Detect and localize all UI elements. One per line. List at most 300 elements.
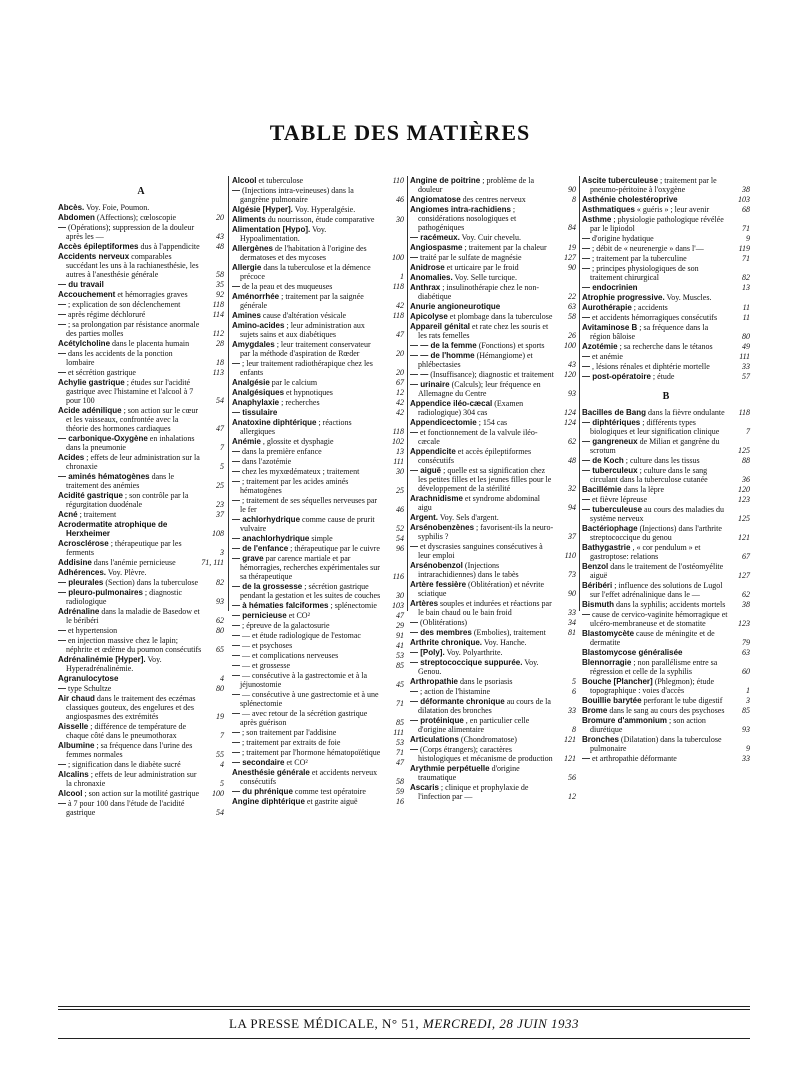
- entry-heading: — post-opératoire: [582, 372, 651, 381]
- index-entry: [410, 322, 576, 340]
- index-entry: [410, 283, 576, 301]
- entry-page-number: 93: [568, 389, 576, 398]
- entry-page-number: 71, 111: [201, 558, 224, 567]
- entry-text: dans la première enfance: [242, 447, 322, 456]
- entry-heading: — — de la femme: [410, 341, 477, 350]
- entry-page-number: 110: [392, 176, 404, 185]
- entry-text: perforant le tube digestif: [643, 696, 723, 705]
- entry-page-number: 127: [564, 253, 576, 262]
- index-entry: [232, 601, 404, 610]
- entry-heading: —: [232, 651, 240, 660]
- entry-text: et fonctionnement de la valvule iléo-cæcale: [418, 428, 538, 446]
- entry-page-number: 13: [742, 283, 750, 292]
- entry-text: (Affections); cœloscopie: [96, 213, 177, 222]
- entry-page-number: 7: [220, 731, 224, 740]
- entry-page-number: 58: [396, 777, 404, 786]
- entry-heading: Anémie: [232, 437, 261, 446]
- entry-page-number: 58: [568, 312, 576, 321]
- index-entry: [58, 434, 224, 452]
- entry-page-number: 94: [568, 503, 576, 512]
- entry-heading: Anesthésie générale: [232, 768, 310, 777]
- index-entry: [582, 362, 750, 371]
- entry-text: cause d'altération vésicale: [262, 311, 347, 320]
- entry-page-number: 100: [392, 253, 404, 262]
- index-entry: [410, 677, 576, 686]
- index-entry: [410, 302, 576, 311]
- entry-page-number: 120: [738, 485, 750, 494]
- entry-page-number: 59: [396, 787, 404, 796]
- entry-text: dans le traitement des anémies: [66, 472, 175, 490]
- entry-heading: Bromure d'ammonium: [582, 716, 668, 725]
- index-entry: [232, 467, 404, 476]
- entry-heading: Apicolyse: [410, 312, 448, 321]
- entry-page-number: 85: [742, 706, 750, 715]
- index-entry: [582, 283, 750, 292]
- entry-page-number: 68: [742, 205, 750, 214]
- entry-heading: —: [232, 496, 240, 505]
- entry-text: simple: [311, 534, 333, 543]
- entry-heading: Bronches: [582, 735, 619, 744]
- section-letter-a: A: [137, 186, 145, 197]
- entry-text: dans le placenta humain: [112, 339, 190, 348]
- entry-text: traité par le sulfate de magnésie: [420, 253, 522, 262]
- entry-page-number: 9: [746, 234, 750, 243]
- index-entry: [410, 205, 576, 232]
- index-entry: [582, 234, 750, 243]
- entry-heading: — protéinique: [410, 716, 464, 725]
- entry-heading: Anurie angioneurotique: [410, 302, 501, 311]
- entry-text: ; différence de température de chaque côté dans le pneumothorax: [66, 722, 187, 740]
- entry-page-number: 42: [396, 408, 404, 417]
- entry-page-number: 18: [216, 358, 224, 367]
- entry-heading: Accès épileptiformes: [58, 242, 139, 251]
- entry-text: et fièvre lépreuse: [592, 495, 648, 504]
- entry-heading: Alcool: [232, 176, 257, 185]
- entry-heading: —: [58, 760, 66, 769]
- index-entry: [410, 542, 576, 560]
- entry-text: à 7 pour 100 dans l'étude de l'acidité gastrique: [66, 799, 185, 817]
- index-entry: [232, 797, 404, 806]
- entry-text: ; son contrôle par la régurgitation duodénale: [66, 491, 189, 509]
- entry-heading: —: [232, 641, 240, 650]
- footer-rule: [58, 1006, 750, 1007]
- entry-page-number: 80: [216, 684, 224, 693]
- entry-text: ; sa recherche dans le tétanos: [619, 342, 713, 351]
- entry-heading: — pernicieuse: [232, 611, 287, 620]
- index-entry: [232, 321, 404, 339]
- index-entry: [58, 655, 224, 673]
- entry-text: Voy. Sels d'argent.: [439, 513, 499, 522]
- entry-page-number: 81: [568, 628, 576, 637]
- entry-text: — et complications nerveuses: [242, 651, 339, 660]
- entry-heading: — tuberculeuse: [582, 505, 643, 514]
- index-entry: [58, 378, 224, 405]
- entry-page-number: 111: [739, 352, 750, 361]
- entry-heading: —: [58, 349, 66, 358]
- index-entry: [58, 684, 224, 693]
- entry-page-number: 58: [216, 270, 224, 279]
- index-entry: [58, 626, 224, 635]
- entry-page-number: 108: [212, 529, 224, 538]
- index-entry: [58, 539, 224, 557]
- entry-page-number: 42: [396, 301, 404, 310]
- entry-text: de Milian et gangrène du scrotum: [590, 437, 720, 455]
- entry-text: ; traitement par extraits de foie: [242, 738, 341, 747]
- entry-text: ; clinique et prophylaxie de l'infection par —: [418, 783, 529, 801]
- index-entry: [582, 524, 750, 542]
- entry-text: et plombage dans la tuberculose: [449, 312, 553, 321]
- entry-text: ; son action sur la motilité gastrique: [84, 789, 200, 798]
- index-entry: [410, 764, 576, 782]
- entry-text: ; son traitement par l'addisine: [242, 728, 337, 737]
- entry-text: — consécutive à une gastrectomie et à une splénectomie: [240, 690, 379, 708]
- entry-heading: Avitaminose B: [582, 323, 638, 332]
- entry-page-number: 118: [392, 282, 404, 291]
- entry-heading: Appendicite: [410, 447, 456, 456]
- entry-page-number: 20: [396, 368, 404, 377]
- index-entry: [410, 370, 576, 379]
- entry-heading: —: [232, 467, 240, 476]
- entry-heading: Bouillie barytée: [582, 696, 642, 705]
- index-column-3: [410, 176, 576, 801]
- index-entry: [582, 352, 750, 361]
- index-entry: [232, 244, 404, 262]
- entry-page-number: 16: [396, 797, 404, 806]
- entry-heading: —: [582, 352, 590, 361]
- entry-heading: Acidité gastrique: [58, 491, 123, 500]
- entry-page-number: 23: [216, 500, 224, 509]
- entry-heading: Blennorragie: [582, 658, 632, 667]
- index-entry: [410, 466, 576, 493]
- entry-text: (Injections intrarachidiennes) dans le tabès: [418, 561, 519, 579]
- index-entry: [582, 372, 750, 381]
- entry-heading: —: [410, 428, 418, 437]
- entry-text: ; étude: [652, 372, 675, 381]
- entry-page-number: 96: [396, 544, 404, 553]
- index-entry: [58, 213, 224, 222]
- index-entry: [232, 671, 404, 689]
- entry-page-number: 123: [738, 495, 750, 504]
- entry-heading: —: [232, 282, 240, 291]
- index-entry: [58, 760, 224, 769]
- entry-heading: Appendicectomie: [410, 418, 477, 427]
- entry-text: ; effets de leur administration sur la chronaxie: [66, 770, 197, 788]
- entry-text: et hémorragies graves: [117, 290, 188, 299]
- entry-text: comparables succédant les uns à la rachianesthésie, les autres à l'anesthésie générale: [66, 252, 199, 279]
- entry-heading: Accouchement: [58, 290, 116, 299]
- entry-page-number: 54: [216, 396, 224, 405]
- entry-page-number: 30: [396, 591, 404, 600]
- entry-heading: — gangreneux: [582, 437, 638, 446]
- entry-heading: — déformante chronique: [410, 697, 505, 706]
- index-entry: [232, 359, 404, 377]
- entry-page-number: 111: [393, 728, 404, 737]
- entry-text: dans l'azotémie: [242, 457, 292, 466]
- entry-heading: Bactériophage: [582, 524, 638, 533]
- entry-heading: Brome: [582, 706, 608, 715]
- entry-text: et accès épileptiformes consécutifs: [418, 447, 532, 465]
- entry-heading: Articulations: [410, 735, 459, 744]
- entry-text: du nourrisson, étude comparative: [267, 215, 375, 224]
- index-entry: [232, 651, 404, 660]
- entry-page-number: 47: [396, 758, 404, 767]
- index-entry: [410, 638, 576, 647]
- entry-heading: Acide adénilique: [58, 406, 122, 415]
- entry-text: ; problème de la douleur: [418, 176, 534, 194]
- entry-page-number: 121: [564, 754, 576, 763]
- entry-heading: Ascite tuberculeuse: [582, 176, 659, 185]
- entry-heading: Anaphylaxie: [232, 398, 280, 407]
- entry-text: ; considérations nosologiques et pathogéniques: [418, 205, 517, 232]
- entry-text: « guéris » ; leur avenir: [636, 205, 710, 214]
- entry-text: (Insuffisance); diagnostic et traitement: [430, 370, 554, 379]
- entry-page-number: 6: [572, 687, 576, 696]
- entry-page-number: 125: [738, 514, 750, 523]
- entry-text: et gastrite aiguë: [306, 797, 358, 806]
- index-entry: [58, 320, 224, 338]
- entry-text: ; différents types biologiques et leur signification clinique: [590, 418, 720, 436]
- index-entry: [410, 716, 576, 734]
- entry-page-number: 123: [738, 619, 750, 628]
- index-entry: [232, 641, 404, 650]
- entry-heading: Bacillémie: [582, 485, 622, 494]
- entry-heading: — achlorhydrique: [232, 515, 301, 524]
- index-entry: [582, 466, 750, 484]
- entry-heading: Accidents nerveux: [58, 252, 130, 261]
- entry-page-number: 33: [568, 706, 576, 715]
- entry-text: ; favorisent-ils la neuro-syphilis ?: [418, 523, 554, 541]
- entry-heading: Air chaud: [58, 694, 95, 703]
- index-entry: [232, 215, 404, 224]
- entry-text: ; culture dans les tissus: [625, 456, 700, 465]
- entry-heading: Atrophie progressive.: [582, 293, 665, 302]
- entry-page-number: 5: [220, 462, 224, 471]
- entry-heading: —: [58, 223, 66, 232]
- entry-page-number: 121: [738, 533, 750, 542]
- entry-text: ; diagnostic radiologique: [66, 588, 183, 606]
- index-entry: [58, 799, 224, 817]
- entry-text: cause de cervico-vaginite hémorragique et ulcéro-membraneuse et de stomatite: [590, 610, 728, 628]
- entry-page-number: 82: [216, 578, 224, 587]
- entry-text: ; thérapeutique par les ferments: [66, 539, 182, 557]
- index-entry: [410, 341, 576, 350]
- entry-text: (Injections intra-veineuses) dans la gangrène pulmonaire: [240, 186, 354, 204]
- entry-heading: Agranulocytose: [58, 674, 119, 683]
- footer-rule: [58, 1038, 750, 1039]
- index-entry: [58, 558, 224, 567]
- index-entry: [410, 447, 576, 465]
- index-entry: [58, 741, 224, 759]
- entry-text: Voy. Selle turcique.: [454, 273, 517, 282]
- index-entry: [410, 243, 576, 252]
- entry-heading: —: [582, 264, 590, 273]
- entry-text: (Corps étrangers); caractères histologiques et mécanisme de production: [418, 745, 553, 763]
- entry-page-number: 124: [564, 418, 576, 427]
- entry-page-number: 90: [568, 589, 576, 598]
- entry-page-number: 8: [572, 195, 576, 204]
- entry-text: dans la fièvre ondulante: [648, 408, 725, 417]
- entry-text: ; splénectomie: [330, 601, 377, 610]
- entry-heading: —: [582, 754, 590, 763]
- entry-heading: Addisine: [58, 558, 92, 567]
- entry-text: et urticaire par le froid: [446, 263, 519, 272]
- entry-text: — et psychoses: [242, 641, 293, 650]
- index-entry: [410, 351, 576, 369]
- entry-heading: Anthrax: [410, 283, 441, 292]
- entry-page-number: 32: [568, 484, 576, 493]
- index-entry: [232, 388, 404, 397]
- index-entry: [410, 233, 576, 242]
- entry-text: — et étude radiologique de l'estomac: [242, 631, 361, 640]
- index-entry: [410, 418, 576, 427]
- entry-page-number: 45: [396, 680, 404, 689]
- entry-page-number: 12: [568, 792, 576, 801]
- entry-page-number: 52: [396, 524, 404, 533]
- entry-heading: —: [232, 447, 240, 456]
- entry-text: ; débit de « neurenergie » dans l'—: [592, 244, 704, 253]
- entry-heading: —: [232, 186, 240, 195]
- index-entry: [232, 176, 404, 185]
- entry-heading: Acrodermatite atrophique de Herxheimer: [58, 520, 168, 538]
- entry-text: ; physiologie pathologique révélée par le lipiodol: [590, 215, 724, 233]
- index-entry: [410, 312, 576, 321]
- entry-heading: — —: [410, 370, 429, 379]
- entry-page-number: 80: [742, 332, 750, 341]
- index-entry: [232, 768, 404, 786]
- entry-heading: Adhérences.: [58, 568, 107, 577]
- entry-heading: —: [58, 684, 66, 693]
- entry-page-number: 3: [220, 548, 224, 557]
- entry-text: Voy. Muscles.: [666, 293, 712, 302]
- entry-text: Voy. Hypoalimentation.: [240, 225, 327, 243]
- entry-page-number: 118: [738, 408, 750, 417]
- index-entry: [582, 495, 750, 504]
- entry-heading: Adrénalinémie [Hyper].: [58, 655, 146, 664]
- index-entry: [582, 706, 750, 715]
- entry-heading: Acides: [58, 453, 85, 462]
- entry-heading: Artère fessière: [410, 580, 467, 589]
- entry-text: et tuberculose: [258, 176, 304, 185]
- index-entry: [232, 544, 404, 553]
- entry-page-number: 11: [742, 313, 750, 322]
- entry-page-number: 90: [568, 263, 576, 272]
- entry-heading: Arsénobenzènes: [410, 523, 475, 532]
- entry-text: dans la tuberculose et la démence précoce: [240, 263, 371, 281]
- entry-page-number: 111: [393, 457, 404, 466]
- entry-text: (Examen radiologique) 304 cas: [418, 399, 524, 417]
- entry-page-number: 127: [738, 571, 750, 580]
- index-entry: [58, 607, 224, 625]
- entry-heading: Aliments: [232, 215, 266, 224]
- entry-page-number: 20: [396, 349, 404, 358]
- entry-heading: Abdomen: [58, 213, 95, 222]
- index-entry: [410, 687, 576, 696]
- entry-page-number: 4: [220, 760, 224, 769]
- index-entry: [232, 787, 404, 796]
- index-entry: [410, 523, 576, 541]
- entry-text: ; études sur l'acidité gastrique avec l'histamine et l'alcool à 7 pour 100: [66, 378, 194, 405]
- index-entry: [58, 520, 224, 538]
- entry-page-number: 33: [568, 608, 576, 617]
- entry-text: ; son action diurétique: [590, 716, 706, 734]
- entry-page-number: 46: [396, 195, 404, 204]
- entry-page-number: 43: [216, 232, 224, 241]
- entry-text: et anémie: [592, 352, 623, 361]
- entry-text: Voy. Hanche.: [483, 638, 527, 647]
- entry-heading: —: [582, 610, 590, 619]
- entry-text: (Oblitérations): [420, 618, 468, 627]
- entry-page-number: 3: [746, 696, 750, 705]
- entry-page-number: 112: [212, 329, 224, 338]
- entry-text: ; traitement de ses séquelles nerveuses par le fer: [240, 496, 378, 514]
- entry-page-number: 1: [746, 686, 750, 695]
- entry-heading: — de la grossesse: [232, 582, 303, 591]
- entry-list-4a: [582, 176, 750, 381]
- index-entry: [582, 735, 750, 753]
- index-entry: [58, 290, 224, 299]
- index-entry: [410, 599, 576, 617]
- entry-heading: Blastomycète: [582, 629, 635, 638]
- index-entry: [232, 437, 404, 446]
- entry-page-number: 118: [392, 311, 404, 320]
- entry-page-number: 100: [212, 789, 224, 798]
- entry-page-number: 13: [396, 447, 404, 456]
- entry-heading: Arythmie perpétuelle: [410, 764, 490, 773]
- entry-page-number: 33: [742, 754, 750, 763]
- index-entry: [582, 342, 750, 351]
- entry-text: Voy. Plèvre.: [107, 568, 147, 577]
- index-entry: [232, 621, 404, 630]
- index-entry: [58, 203, 224, 212]
- entry-text: ; culture dans le sang circulant dans la tuberculose cutanée: [590, 466, 708, 484]
- index-entry: [410, 513, 576, 522]
- entry-heading: Acné: [58, 510, 78, 519]
- index-entry: [410, 176, 576, 194]
- entry-page-number: 12: [396, 388, 404, 397]
- entry-heading: —: [232, 477, 240, 486]
- index-entry: [582, 418, 750, 436]
- index-entry: [410, 580, 576, 598]
- footer-date: MERCREDI, 28 JUIN 1933: [422, 1016, 579, 1031]
- entry-text: dans l'anémie pernicieuse: [93, 558, 176, 567]
- entry-page-number: 125: [738, 446, 750, 455]
- entry-text: Voy. Polyarthrite.: [446, 648, 503, 657]
- entry-heading: Bacilles de Bang: [582, 408, 647, 417]
- entry-page-number: 57: [742, 372, 750, 381]
- index-entry: [58, 406, 224, 433]
- index-entry: [582, 543, 750, 561]
- entry-page-number: 103: [738, 195, 750, 204]
- entry-text: après régime déchloruré: [68, 310, 146, 319]
- entry-heading: —: [58, 626, 66, 635]
- entry-text: Voy. Hyperadrénalinémie.: [66, 655, 162, 673]
- entry-text: ; traitement par la saignée générale: [240, 292, 364, 310]
- index-entry: [410, 253, 576, 262]
- index-entry: [58, 578, 224, 587]
- entry-page-number: 121: [564, 735, 576, 744]
- entry-heading: Angiospasme: [410, 243, 463, 252]
- entry-heading: — tissulaire: [232, 408, 278, 417]
- entry-page-number: 103: [392, 601, 404, 610]
- index-entry: [232, 515, 404, 533]
- entry-heading: —: [58, 320, 66, 329]
- entry-text: ; quelle est sa signification chez les petites filles et les jeunes filles pour le développement de la stérilité: [418, 466, 552, 493]
- entry-text: dans le traitement des eczémas classiques gouteux, des engelures et des angiospasmes des extrémités: [66, 694, 196, 721]
- entry-text: ; thérapeutique par le cuivre: [290, 544, 380, 553]
- entry-heading: —: [232, 690, 240, 699]
- entry-heading: Blastomycose généralisée: [582, 648, 683, 657]
- entry-text: ; effets de leur administration sur la chronaxie: [66, 453, 200, 471]
